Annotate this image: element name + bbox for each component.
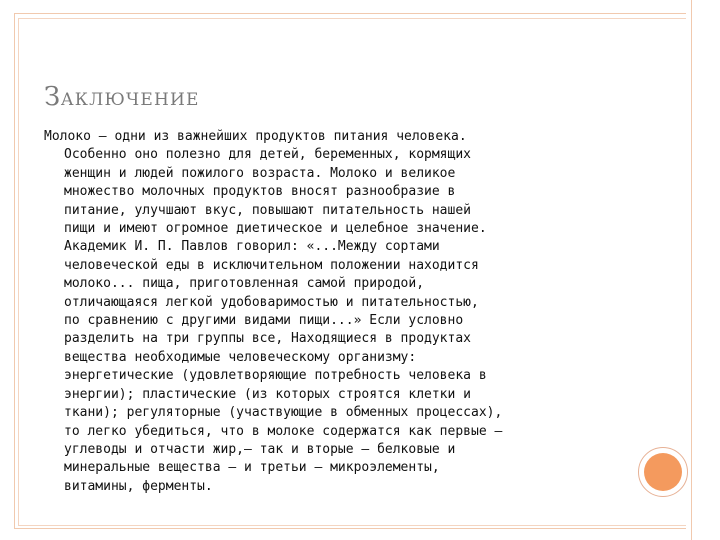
body-line: отличающаяся легкой удобоваримостью и питательностью,: [64, 294, 479, 310]
body-line: Молоко — одни из важнейших продуктов питания человека.: [44, 129, 467, 144]
decorative-circle-dot: [644, 453, 682, 491]
body-line: углеводы и отчасти жир,— так и вторые — белковые и: [64, 441, 456, 457]
slide-title: [44, 82, 200, 112]
body-line: Особенно оно полезно для детей, беременных, кормящих: [64, 147, 471, 163]
body-line: ткани); регуляторные (участвующие в обменных процессах),: [64, 405, 503, 421]
body-line: минеральные вещества — и третьи — микроэлементы,: [64, 460, 440, 476]
body-line: человеческой еды в исключительном положении находится: [64, 257, 479, 273]
body-line: множество молочных продуктов вносят разнообразие в: [64, 184, 456, 200]
body-line: разделить на три группы все, Находящиеся в продуктах: [64, 331, 471, 347]
body-line: пищи и имеют огромное диетическое и целебное значение.: [64, 221, 487, 237]
body-line: энергетические (удовлетворяющие потребность человека в: [64, 368, 487, 384]
slide-title-rest: АКЛЮЧЕНИЕ: [60, 90, 200, 110]
slide-title-initial: З: [44, 82, 61, 112]
body-line: Академик И. П. Павлов говорил: «...Между сортами: [64, 239, 440, 255]
body-line: вещества необходимые человеческому организму:: [64, 349, 417, 365]
body-line: молоко... пища, приготовленная самой природой,: [64, 276, 425, 292]
body-line: то легко убедиться, что в молоке содержатся как первые —: [64, 423, 503, 439]
body-line: женщин и людей пожилого возраста. Молоко и великое: [64, 165, 456, 181]
body-line: по сравнению с другими видами пищи...» Если условно: [64, 313, 464, 329]
slide-body-text: [44, 128, 644, 496]
body-line: витамины, ферменты.: [64, 478, 213, 494]
right-margin-line: [691, 0, 692, 540]
body-line: энергии); пластические (из которых строятся клетки и: [64, 386, 471, 402]
body-line: питание, улучшают вкус, повышают питательность нашей: [64, 202, 471, 218]
